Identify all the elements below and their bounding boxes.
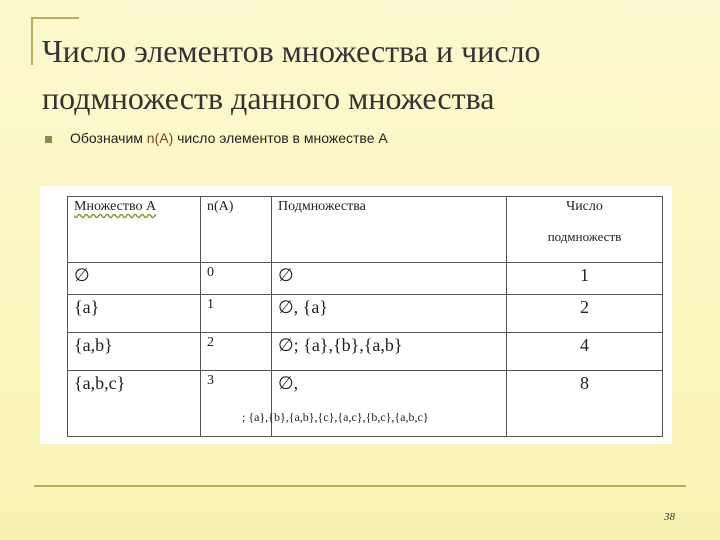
- slide-title: Число элементов множества и число подмножеств данного множества: [42, 33, 541, 116]
- header-count-line2: подмножеств: [547, 229, 622, 244]
- title-corner-vertical-rule: [31, 17, 33, 65]
- cell-set: {a,b}: [68, 333, 201, 371]
- cell-set: {a,b,c}: [68, 371, 201, 437]
- cell-count: 2: [507, 295, 663, 333]
- cell-subsets-empty: ∅,: [278, 373, 299, 393]
- subtitle-prefix: Обозначим: [70, 130, 147, 146]
- page-number: 38: [664, 511, 675, 523]
- table-row: [68, 333, 663, 371]
- bullet-square-icon: [45, 136, 52, 143]
- header-subsets: [272, 197, 507, 263]
- table-row: [68, 295, 663, 333]
- cell-n: 0: [201, 263, 272, 295]
- cell-count: 1: [507, 263, 663, 295]
- header-set: [68, 197, 201, 263]
- cell-n: 2: [201, 333, 272, 371]
- header-set-label: Множество А: [74, 199, 157, 214]
- cell-subsets-list: ; {a},{b},{a,b},{c},{a,c},{b,c},{a,b,c}: [242, 410, 429, 424]
- table-header-row: [68, 197, 663, 263]
- header-n: [201, 197, 272, 263]
- header-count: [507, 197, 663, 263]
- cell-subsets: ∅: [272, 263, 507, 295]
- header-n-label: n(A): [207, 199, 234, 214]
- cell-n: 3: [201, 371, 272, 437]
- cell-count: 8: [507, 371, 663, 437]
- cell-subsets: [242, 371, 507, 437]
- table-panel: [40, 186, 672, 444]
- subtitle: [70, 130, 388, 146]
- table-row: [68, 371, 663, 437]
- subsets-table: [67, 196, 663, 437]
- header-subsets-label: Подмножества: [278, 199, 366, 214]
- subtitle-na: n(A): [146, 130, 174, 146]
- table-row: [68, 263, 663, 295]
- cell-set: {a}: [68, 295, 201, 333]
- header-count-line1: Число: [566, 199, 603, 214]
- footer-rule: [34, 485, 686, 487]
- subtitle-suffix: число элементов в множестве А: [173, 130, 388, 146]
- cell-set: ∅: [68, 263, 201, 295]
- title-corner-horizontal-rule: [31, 17, 79, 19]
- cell-subsets: ∅; {a},{b},{a,b}: [272, 333, 507, 371]
- cell-subsets: ∅, {a}: [272, 295, 507, 333]
- cell-count: 4: [507, 333, 663, 371]
- cell-n: 1: [201, 295, 272, 333]
